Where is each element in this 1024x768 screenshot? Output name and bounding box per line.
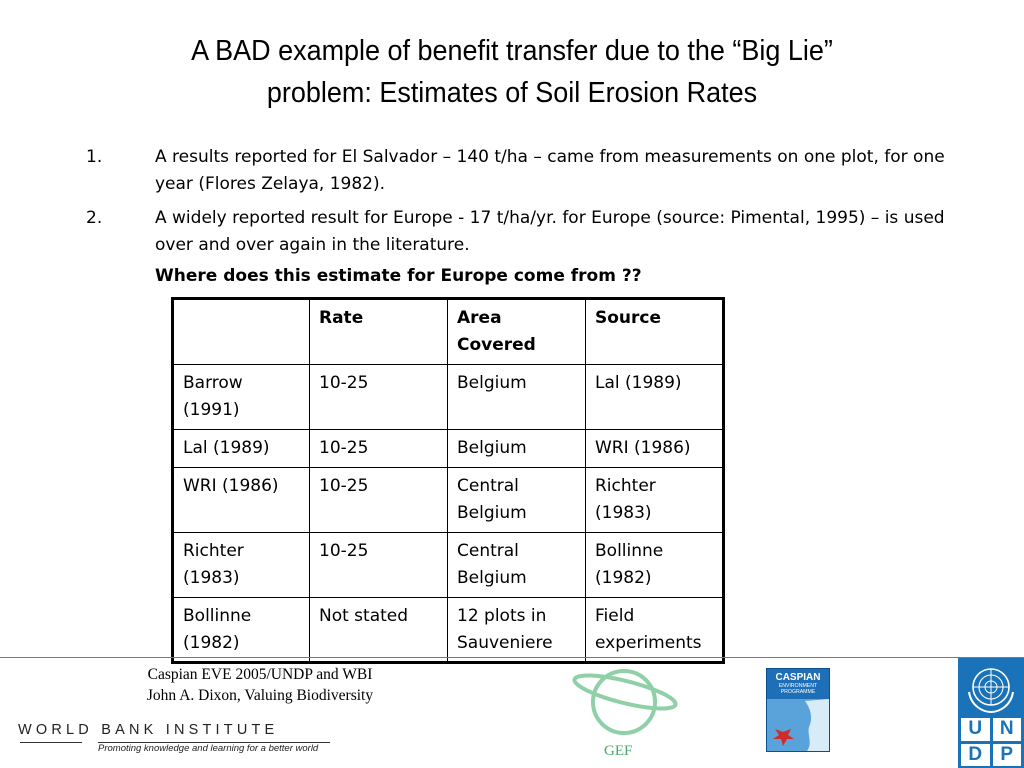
caspian-subtitle-2: PROGRAMME: [780, 689, 816, 695]
caspian-programme-logo: [766, 668, 830, 752]
caspian-map-icon: [767, 699, 829, 751]
table-row: [173, 365, 724, 430]
list-item-text: A widely reported result for Europe - 17 t/ha/yr. for Europe (source: Pimental, 1995) – is used over and over again in the literature.: [155, 208, 945, 255]
wbi-rule-left: [20, 742, 82, 743]
title-line-2: problem: Estimates of Soil Erosion Rates: [266, 77, 758, 109]
credit-line-1: Caspian EVE 2005/UNDP and WBI: [147, 666, 373, 683]
caspian-title: CASPIAN: [775, 672, 821, 683]
caspian-subtitle-1: ENVIRONMENT: [778, 683, 818, 689]
table-row: [173, 468, 724, 533]
table-cell: 10-25: [310, 365, 448, 430]
table-cell: Belgium: [448, 365, 586, 430]
table-cell: WRI (1986): [173, 468, 310, 533]
header-cell-area: Area Covered: [448, 299, 586, 365]
table-cell: Central Belgium: [448, 468, 586, 533]
table-cell: 12 plots in Sauveniere: [448, 598, 586, 663]
table-header-row: [173, 299, 724, 365]
table-cell: Bollinne (1982): [586, 533, 724, 598]
credit-line-2: John A. Dixon, Valuing Biodiversity: [146, 687, 374, 704]
footer-credit: [0, 664, 520, 706]
header-cell-rate: Rate: [310, 299, 448, 365]
table-cell: Field experiments: [586, 598, 724, 663]
erosion-estimates-table: [171, 297, 725, 664]
list-item-text: A results reported for El Salvador – 140 t/ha – came from measurements on one plot, for one year (Flores Zelaya, 1982).: [155, 147, 945, 194]
footer-divider: [0, 657, 1024, 658]
table-cell: Central Belgium: [448, 533, 586, 598]
table-row: [173, 598, 724, 663]
header-cell-source: Source: [586, 299, 724, 365]
table-cell: Lal (1989): [586, 365, 724, 430]
title-line-1: A BAD example of benefit transfer due to the “Big Lie”: [191, 35, 833, 67]
table-cell: 10-25: [310, 430, 448, 468]
list-item-number: 2.: [86, 208, 103, 228]
table-cell: Not stated: [310, 598, 448, 663]
gef-label: GEF: [604, 743, 633, 759]
undp-logo: [958, 658, 1024, 768]
table-row: [173, 533, 724, 598]
table-cell: 10-25: [310, 468, 448, 533]
table-cell: Bollinne (1982): [173, 598, 310, 663]
slide-title: [73, 30, 951, 114]
undp-letter: P: [993, 744, 1022, 767]
question-text: Where does this estimate for Europe come from ??: [155, 266, 642, 286]
table-cell: Richter (1983): [173, 533, 310, 598]
table-cell: Lal (1989): [173, 430, 310, 468]
undp-letter: N: [993, 718, 1022, 741]
table-cell: Belgium: [448, 430, 586, 468]
wbi-tagline: Promoting knowledge and learning for a better world: [98, 743, 319, 754]
table-cell: 10-25: [310, 533, 448, 598]
gef-globe-icon: [570, 662, 685, 744]
undp-letter: U: [961, 718, 990, 741]
list-item-number: 1.: [86, 147, 103, 167]
table-cell: Richter (1983): [586, 468, 724, 533]
table-cell: Barrow (1991): [173, 365, 310, 430]
table-row: [173, 430, 724, 468]
undp-letter-grid: [961, 718, 1021, 766]
undp-letter: D: [961, 744, 990, 767]
wbi-logo-name: WORLD BANK INSTITUTE: [18, 722, 279, 738]
un-emblem-icon: [963, 662, 1019, 714]
table-cell: WRI (1986): [586, 430, 724, 468]
header-cell-empty: [173, 299, 310, 365]
